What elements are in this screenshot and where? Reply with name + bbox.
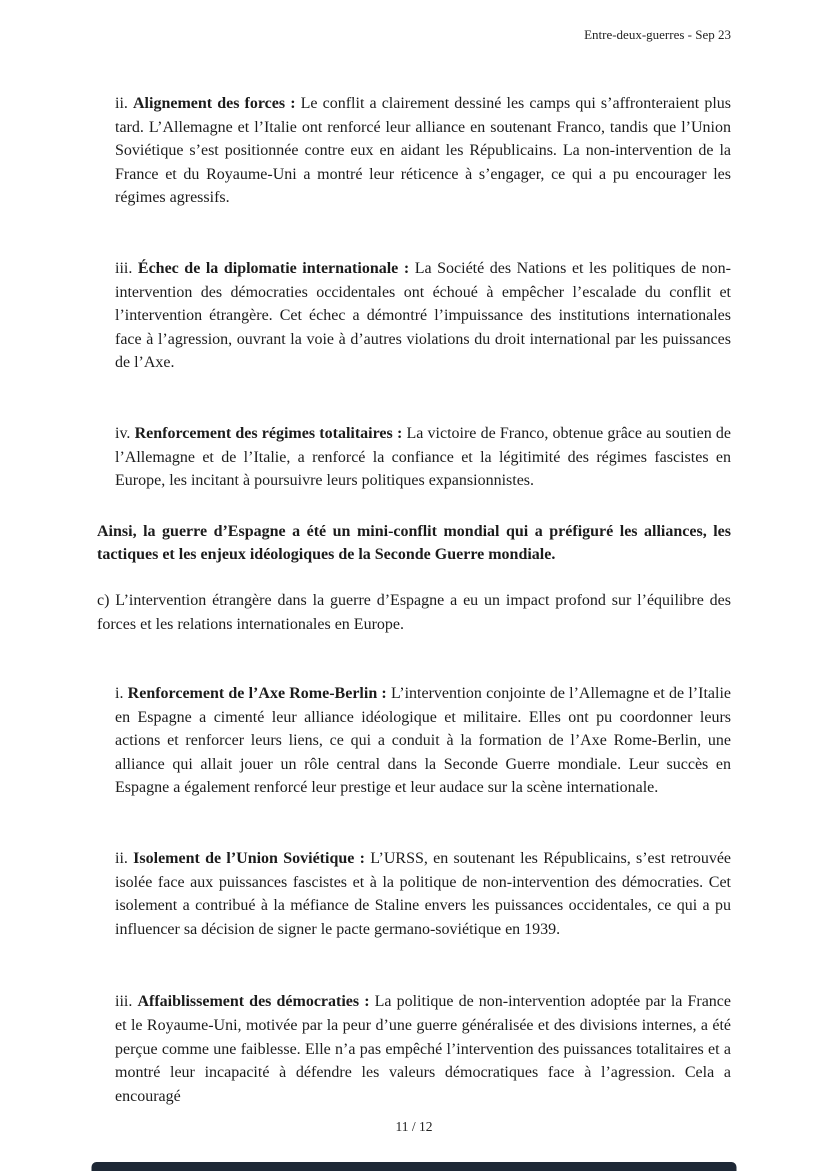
paragraph-text: L’URSS, en soutenant les Républicains, s’est retrouvée isolée face aux puissances fascistes et à la politique de non-intervention des démocraties. Cet isolement a contribué à la méfiance de Staline envers les puissances occidentales, ce qui a pu influencer sa décision de signer le pacte germano-soviétique en 1939. (115, 850, 732, 938)
paragraph (115, 990, 731, 1108)
paragraph-title: Isolement de l’Union Soviétique : (133, 850, 371, 868)
paragraph-text: La Société des Nations et les politiques de non-intervention des démocraties occidentales ont échoué à empêcher l’escalade du conflit et l’intervention étrangère. Cet échec a démontré l’impuissance des institutions internationales face à l’agression, ouvrant la voie à d’autres violations du droit international par les puissances de l’Axe. (115, 259, 731, 372)
paragraph (97, 589, 731, 636)
paragraph-text: La victoire de Franco, obtenue grâce au soutien de l’Allemagne et de l’Italie, a renforcé la confiance et la légitimité des régimes fascistes en Europe, les incitant à poursuivre leurs politiques expansionnistes. (115, 424, 732, 490)
paragraph (115, 257, 731, 375)
paragraph-text: Le conflit a clairement dessiné les camps qui s’affronteraient plus tard. L’Allemagne et l’Italie ont renforcé leur alliance en soutenant Franco, tandis que l’Union Soviétique s’est positionnée contre eux en aidant les Républicains. La non-intervention de la France et du Royaume-Uni a montré leur réticence à s’engager, ce qui a pu encourager les régimes agressifs. (115, 95, 731, 207)
paragraph-title: Renforcement de l’Axe Rome-Berlin : (127, 685, 391, 703)
paragraph-title: Renforcement des régimes totalitaires : (134, 424, 407, 442)
page-footer (0, 1118, 828, 1135)
paragraph-text: Ainsi, la guerre d’Espagne a été un mini-conflit mondial qui a préfiguré les alliances, les tactiques et les enjeux idéologiques de la Seconde Guerre mondiale. (97, 522, 731, 564)
header-date-label: Entre-deux-guerres - Sep 23 (584, 27, 731, 42)
bottom-bar (92, 1162, 737, 1171)
paragraph-text: La politique de non-intervention adoptée par la France et le Royaume-Uni, motivée par la peur d’une guerre généralisée et des divisions internes, a été perçue comme une faiblesse. Elle n’a pas empêché l’intervention des puissances totalitaires et a montré leur incapacité à défendre les valeurs démocratiques face à l’agression. Cela a encouragé (115, 993, 732, 1105)
paragraph-numeral: ii. (115, 850, 134, 868)
paragraph (115, 422, 731, 493)
paragraph (97, 520, 731, 567)
paragraph-numeral: i. (115, 685, 128, 703)
paragraph-numeral: iii. (115, 993, 138, 1011)
paragraph (115, 847, 731, 941)
paragraph-numeral: iii. (115, 259, 138, 277)
page-number: 11 / 12 (395, 1119, 433, 1135)
document-body (0, 92, 828, 1108)
paragraph (115, 682, 731, 800)
paragraph-title: Échec de la diplomatie internationale : (137, 259, 415, 277)
paragraph-text: L’intervention conjointe de l’Allemagne et de l’Italie en Espagne a cimenté leur alliance idéologique et militaire. Elles ont pu coordonner leurs actions et renforcer leurs liens, ce qui a conduit à la formation de l’Axe Rome-Berlin, une alliance qui allait jouer un rôle central dans la Seconde Guerre mondiale. Leur succès en Espagne a également renforcé leur prestige et leur audace sur la scène internationale. (115, 685, 732, 797)
paragraph-numeral: iv. (115, 424, 135, 442)
paragraph (115, 92, 731, 210)
page-header (0, 0, 828, 43)
paragraph-title: Affaiblissement des démocraties : (137, 993, 375, 1011)
paragraph-text: c) L’intervention étrangère dans la guerre d’Espagne a eu un impact profond sur l’équilibre des forces et les relations internationales en Europe. (97, 591, 731, 633)
paragraph-title: Alignement des forces : (133, 95, 301, 112)
paragraph-numeral: ii. (115, 95, 133, 112)
